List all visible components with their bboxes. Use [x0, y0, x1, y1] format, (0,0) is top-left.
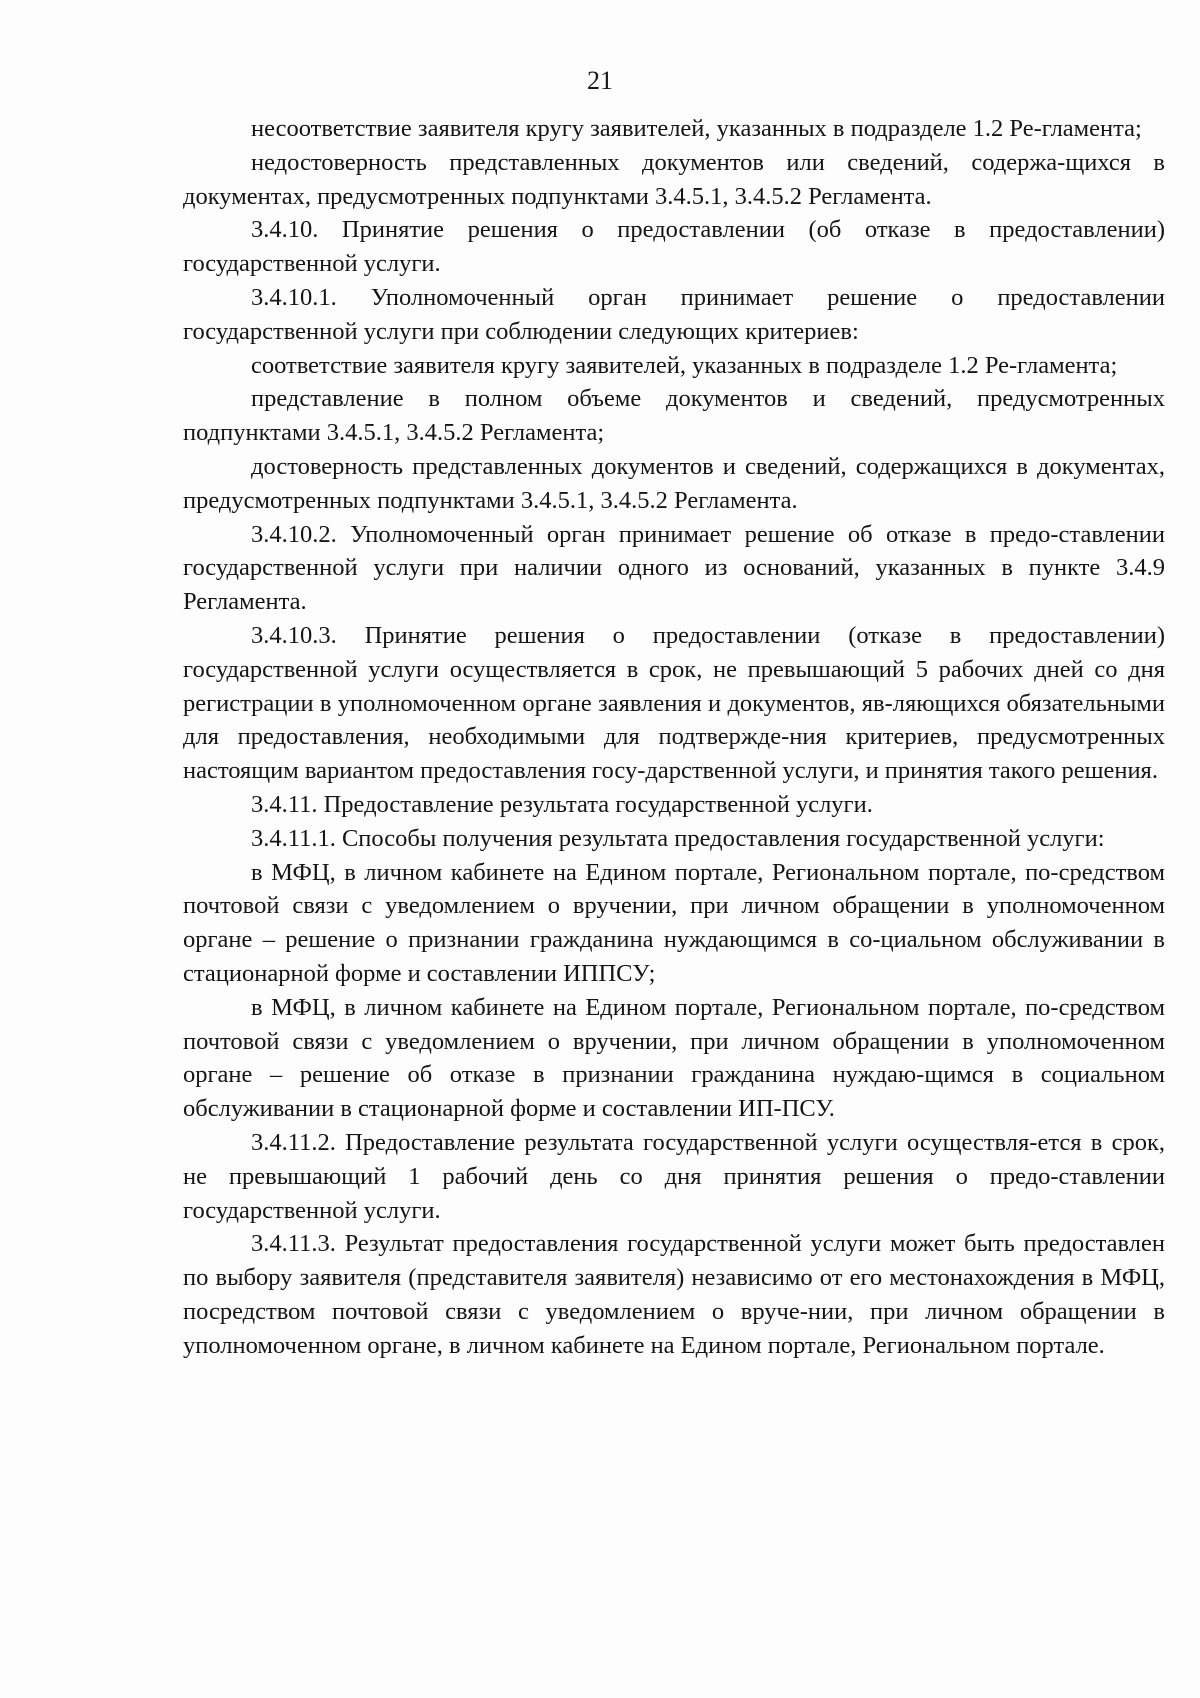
paragraph-result-refusal: в МФЦ, в личном кабинете на Едином портале, Региональном портале, по-средством почтовой связи с уведомлением о вручении, при личном обращении в уполномоченном органе – решение об отказе в признании гражданина нуждаю-щимся в социальном обслуживании в стационарной форме и составлении ИП-ПСУ. — [183, 993, 1165, 1123]
page-number: 21 — [587, 66, 613, 95]
paragraph-applicant-match: соответствие заявителя кругу заявителей, указанных в подразделе 1.2 Ре-гламента; — [251, 351, 1118, 379]
paragraph-3-4-11-heading: 3.4.11. Предоставление результата государственной услуги. — [251, 790, 873, 818]
paragraph-applicant-mismatch: несоответствие заявителя кругу заявителей, указанных в подразделе 1.2 Ре-гламента; — [251, 115, 1142, 142]
paragraph-3-4-10-2: 3.4.10.2. Уполномоченный орган принимает решение об отказе в предо-ставлении государственной услуги при наличии одного из оснований, указанных в пункте 3.4.9 Регламента. — [183, 520, 1165, 616]
paragraph-3-4-11-2: 3.4.11.2. Предоставление результата государственной услуги осуществля-ется в срок, не превышающий 1 рабочий день со дня принятия решения о предо-ставлении государственной услуги. — [183, 1128, 1165, 1224]
paragraph-3-4-10-3: 3.4.10.3. Принятие решения о предоставлении (отказе в предоставлении) государственной услуги осуществляется в срок, не превышающий 5 рабочих дней со дня регистрации в уполномоченном органе заявления и документов, яв-ляющихся обязательными для предоставления, необходимыми для подтвержде-ния критериев, предусмотренных настоящим вариантом предоставления госу-дарственной услуги, и принятия такого решения. — [183, 621, 1165, 785]
document-body — [183, 112, 1165, 1362]
paragraph-unreliable-documents: недостоверность представленных документов или сведений, содержа-щихся в документах, предусмотренных подпунктами 3.4.5.1, 3.4.5.2 Регламента. — [183, 148, 1165, 210]
paragraph-3-4-11-3: 3.4.11.3. Результат предоставления государственной услуги может быть предоставлен по выбору заявителя (представителя заявителя) независимо от его местонахождения в МФЦ, посредством почтовой связи с уведомлением о вруче-нии, при личном обращении в уполномоченном органе, в личном кабинете на Едином портале, Региональном портале. — [183, 1230, 1165, 1359]
paragraph-3-4-10-heading: 3.4.10. Принятие решения о предоставлении (об отказе в предоставлении) государственной услуги. — [183, 216, 1165, 278]
paragraph-result-recognition: в МФЦ, в личном кабинете на Едином портале, Региональном портале, по-средством почтовой связи с уведомлением о вручении, при личном обращении в уполномоченном органе – решение о признании гражданина нуждающимся в со-циальном обслуживании в стационарной форме и составлении ИППСУ; — [183, 858, 1165, 987]
paragraph-full-documents: представление в полном объеме документов и сведений, предусмотренных подпунктами 3.4.5.1, 3.4.5.2 Регламента; — [183, 385, 1165, 447]
paragraph-3-4-10-1: 3.4.10.1. Уполномоченный орган принимает решение о предоставлении государственной услуги при соблюдении следующих критериев: — [183, 283, 1165, 345]
paragraph-3-4-11-1: 3.4.11.1. Способы получения результата предоставления государственной услуги: — [251, 824, 1105, 852]
paragraph-reliable-documents: достоверность представленных документов и сведений, содержащихся в документах, предусмотренных подпунктами 3.4.5.1, 3.4.5.2 Регламента. — [183, 452, 1165, 514]
